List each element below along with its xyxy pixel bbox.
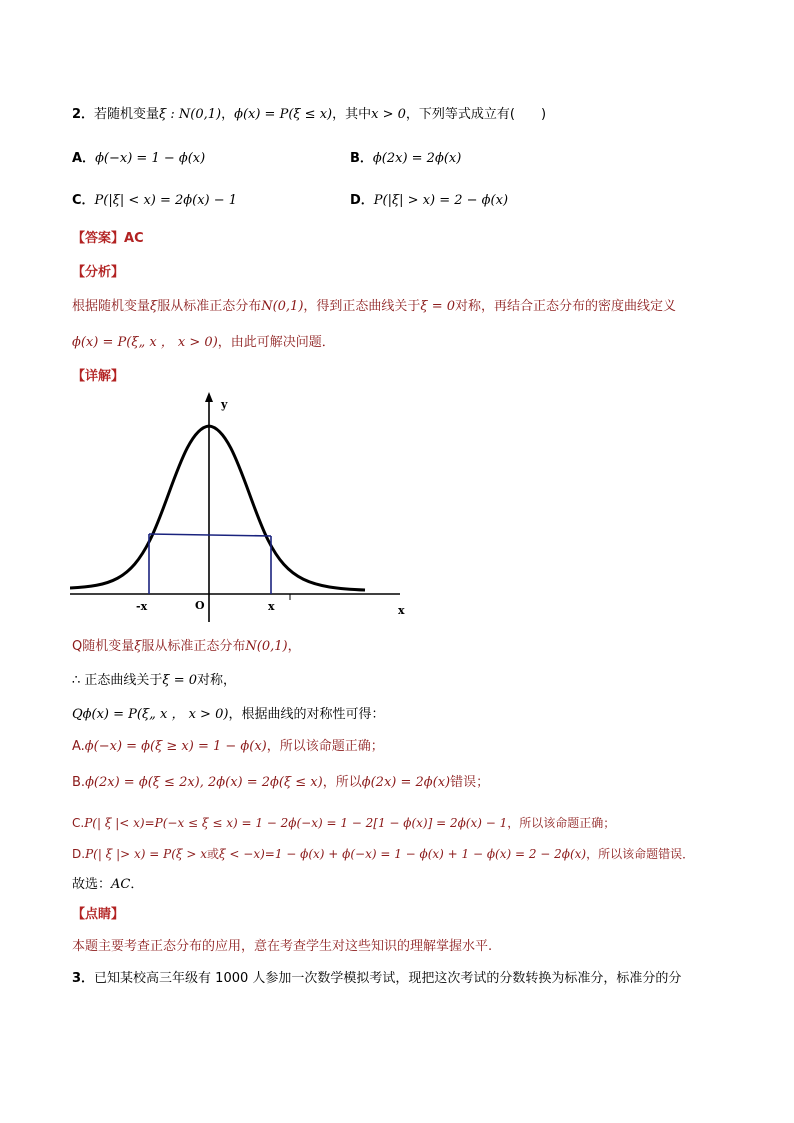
analysis-tag: 【分析】 xyxy=(72,265,125,280)
option-d: D．P(|ξ| > x) = 2 − ϕ(x) xyxy=(350,193,509,208)
detail-line-1: Q随机变量ξ服从标准正态分布N(0,1)， xyxy=(72,639,301,654)
option-b: B．ϕ(2x) = 2ϕ(x) xyxy=(350,151,462,166)
comment-tag: 【点睛】 xyxy=(72,907,125,922)
conclusion: 故选：AC． xyxy=(72,877,144,892)
detail-tag: 【详解】 xyxy=(72,369,125,384)
y-axis-arrow-icon xyxy=(205,392,213,402)
bell-curve xyxy=(70,426,365,590)
question-number: 2． xyxy=(72,107,95,122)
question-2-stem: 2．若随机变量ξ : N(0,1)，ϕ(x) = P(ξ ≤ x)，其中x > 0，下列等式成立有( ) xyxy=(72,107,547,122)
detail-line-3: Qϕ(x) = P(ξ„ x ， x > 0)，根据曲线的对称性可得： xyxy=(72,707,385,722)
option-a: A．ϕ(−x) = 1 − ϕ(x) xyxy=(72,151,206,166)
detail-line-d: D.P(| ξ |> x) = P(ξ > x或ξ < −x)=1 − ϕ(x) + ϕ(−x) = 1 − ϕ(x) + 1 − ϕ(x) = 2 − 2ϕ(x)，所以该命题错误． xyxy=(72,847,695,861)
neg-x-label: -x xyxy=(136,600,148,613)
analysis-line-1: 根据随机变量ξ服从标准正态分布N(0,1)，得到正态曲线关于ξ = 0对称，再结合正态分布的密度曲线定义 xyxy=(72,299,677,314)
question-3-stem: 3．已知某校高三年级有 1000 人参加一次数学模拟考试，现把这次考试的分数转换为标准分，标准分的分 xyxy=(72,971,682,986)
y-axis-label: y xyxy=(221,398,228,411)
normal-curve-figure xyxy=(70,390,430,630)
analysis-line-2: ϕ(x) = P(ξ„ x ， x > 0)，由此可解决问题． xyxy=(72,335,335,350)
origin-label: O xyxy=(195,599,205,612)
x-axis-label: x xyxy=(398,604,405,617)
pos-x-label: x xyxy=(268,600,275,613)
detail-line-2: ∴ 正态曲线关于ξ = 0对称， xyxy=(72,673,237,688)
answer-section xyxy=(72,230,144,248)
detail-line-a: A.ϕ(−x) = ϕ(ξ ≥ x) = 1 − ϕ(x)，所以该命题正确； xyxy=(72,739,384,754)
answer-value: AC xyxy=(124,231,144,246)
question-number: 3． xyxy=(72,971,95,986)
option-c: C．P(|ξ| < x) = 2ϕ(x) − 1 xyxy=(72,193,238,208)
detail-line-b: B.ϕ(2x) = ϕ(ξ ≤ 2x), 2ϕ(x) = 2ϕ(ξ ≤ x)，所以ϕ(2x) = 2ϕ(x)错误； xyxy=(72,775,490,790)
answer-tag: 【答案】 xyxy=(72,231,125,246)
comment-text: 本题主要考查正态分布的应用，意在考查学生对这些知识的理解掌握水平. xyxy=(72,939,493,954)
detail-line-c: C.P(| ξ |< x)=P(−x ≤ ξ ≤ x) = 1 − 2ϕ(−x) = 1 − 2[1 − ϕ(x)] = 2ϕ(x) − 1，所以该命题正确； xyxy=(72,816,616,830)
